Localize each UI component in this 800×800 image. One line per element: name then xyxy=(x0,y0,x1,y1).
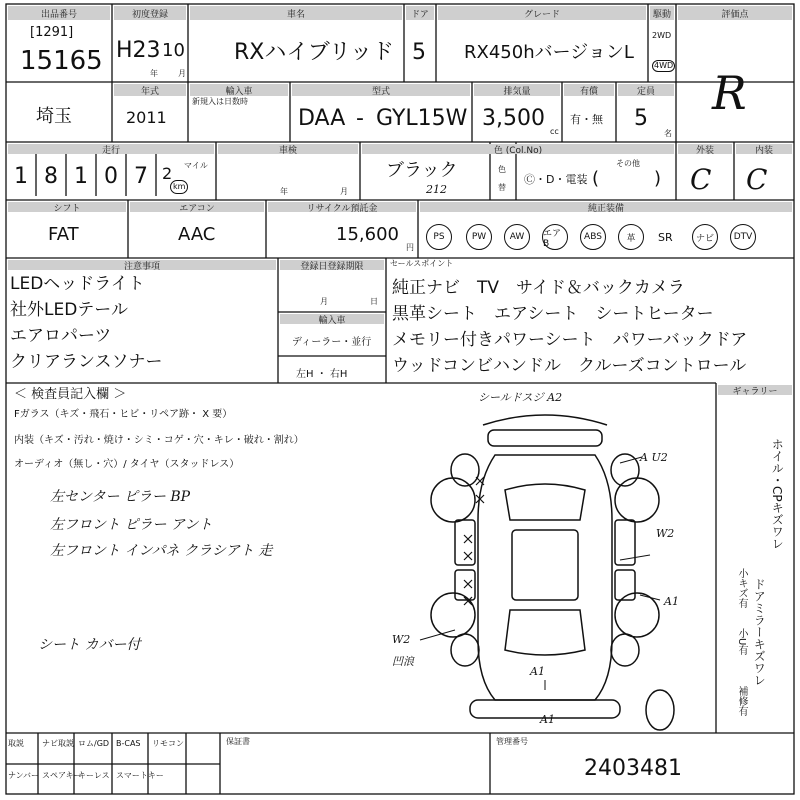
hand-note-3: 左フロント インパネ クラシアト 走 xyxy=(50,543,273,559)
color-paren-open: ( xyxy=(592,168,600,189)
mark-left-rear-2: 凹浪 xyxy=(392,655,414,668)
car-name-header: 車名 xyxy=(190,6,402,20)
hand-note-2: 左フロント ピラー アント xyxy=(50,517,213,533)
mileage-header: 走行 xyxy=(8,144,214,154)
note-wheel: ホイル・CPキズワレ xyxy=(770,438,785,550)
paid-header: 有償 xyxy=(564,84,614,96)
mile-unit: マイル xyxy=(184,161,208,170)
seats: 5 xyxy=(634,106,648,131)
equip-pw: PW xyxy=(466,224,492,250)
sales-point-1: 純正ナビ TV サイド＆バックカメラ xyxy=(392,278,685,298)
reg-date-header: 登録日登録期限 xyxy=(280,260,384,270)
mileage-digit-3: 1 xyxy=(74,164,88,189)
displacement: 3,500 xyxy=(482,106,545,131)
hand-note-1: 左センター ピラー BP xyxy=(50,489,191,505)
door-count: 5 xyxy=(412,40,426,65)
bottom-label-0: 取説 xyxy=(8,739,24,748)
cc-header: 排気量 xyxy=(474,84,560,96)
car-diagram xyxy=(420,415,674,730)
warranty-label: 保証書 xyxy=(226,737,250,746)
exterior-grade: C xyxy=(690,163,712,196)
equip-dtv: DTV xyxy=(730,224,756,250)
mark-front-right: A U2 xyxy=(640,451,668,464)
lot-number: 15165 xyxy=(20,46,103,76)
recycle-unit: 円 xyxy=(406,243,414,252)
feature-3: エアロパーツ xyxy=(10,326,112,346)
seats-header: 定員 xyxy=(618,84,674,96)
color-paren-close: ) xyxy=(654,168,662,189)
bottom-label-2: ロム/GD xyxy=(78,739,110,748)
sales-point-2: 黒革シート エアシート シートヒーター xyxy=(392,304,714,324)
grade: RX450hバージョンL xyxy=(464,42,634,63)
equip-aw: AW xyxy=(504,224,530,250)
equip-leather: 革 xyxy=(618,224,644,250)
reg-day: 日 xyxy=(370,297,378,306)
equip-airbag: エアB xyxy=(542,224,568,250)
color-label-1: 色 xyxy=(498,165,506,174)
doors-header: ドア xyxy=(406,6,434,20)
equip-navi: ナビ xyxy=(692,224,718,250)
lot-bracket: [1291] xyxy=(30,25,74,40)
equip-sr: SR xyxy=(658,231,673,244)
interior-header: 内装 xyxy=(736,144,792,154)
chassis-label: 管理番号 xyxy=(496,737,528,746)
bottom-label-6: スペアキー xyxy=(42,771,82,780)
mileage-digit-1: 1 xyxy=(14,164,28,189)
features-header: 注意事項 xyxy=(8,260,276,270)
drive-2wd: 2WD xyxy=(652,31,672,40)
color-other: その他 xyxy=(616,159,640,168)
sales-point-4: ウッドコンビハンドル クルーズコントロール xyxy=(392,356,747,376)
seats-unit: 名 xyxy=(664,129,672,138)
color-header: 色 (Col.No) xyxy=(362,144,674,154)
notes-header: ギャラリー xyxy=(718,385,792,395)
model-dash: - xyxy=(356,106,364,131)
drive-header: 駆動 xyxy=(650,6,674,20)
aircon: AAC xyxy=(178,224,216,245)
hand-note-4: シート カバー付 xyxy=(38,637,141,653)
note-small-1: 小キズ有 xyxy=(736,568,747,608)
mark-rear-center: A1 xyxy=(540,713,555,726)
model-header: 型式 xyxy=(292,84,470,96)
note-mirror: ドアミラーキズワレ xyxy=(752,578,767,686)
mileage-digit-2: 8 xyxy=(44,164,58,189)
mark-rear: A1 xyxy=(530,665,545,678)
equip-abs: ABS xyxy=(580,224,606,250)
lot-header: 出品番号 xyxy=(8,6,110,20)
inspection-month-unit: 月 xyxy=(340,187,348,196)
bottom-label-8: スマートキー xyxy=(116,771,164,780)
year-unit: 年 xyxy=(150,69,158,78)
model-code: GYL15W xyxy=(376,106,468,131)
drive-4wd: 4WD xyxy=(654,61,674,70)
mark-right-side: W2 xyxy=(656,527,675,540)
mark-top: シールドスジ A2 xyxy=(478,391,563,404)
reg-note: 新規入は日数時 xyxy=(192,97,248,106)
cc-unit: cc xyxy=(550,127,559,136)
color-options: Ⓒ・D・電装 xyxy=(524,173,588,186)
note-repair: 補修有 xyxy=(736,686,747,716)
model-year: 2011 xyxy=(126,108,167,127)
mark-left-rear: W2 xyxy=(392,633,411,646)
inspection-year-unit: 年 xyxy=(280,187,288,196)
reg-month: 月 xyxy=(320,297,328,306)
recycle-header: リサイクル預託金 xyxy=(268,202,416,212)
bottom-label-4: リモコン xyxy=(152,739,184,748)
first-reg-era: H23 xyxy=(116,38,161,63)
bottom-label-7: キーレス xyxy=(78,771,110,780)
note-small-2: 小U有 xyxy=(736,628,747,656)
import-header: 輸入車 xyxy=(190,84,288,96)
mileage-digit-4: 0 xyxy=(104,164,118,189)
mileage-digit-5: 7 xyxy=(134,164,148,189)
score-value: R xyxy=(712,66,747,120)
model-year-header: 年式 xyxy=(114,84,186,96)
model-prefix: DAA xyxy=(298,106,346,131)
shift-header: シフト xyxy=(8,202,126,212)
inspector-line-2: 内装（キズ・汚れ・焼け・シミ・コゲ・穴・キレ・破れ・割れ） xyxy=(14,435,304,446)
equipment-header: 純正装備 xyxy=(420,202,792,212)
exterior-header: 外装 xyxy=(678,144,732,154)
paid: 有・無 xyxy=(570,113,603,126)
inspector-title: ＜ 検査員記入欄 ＞ xyxy=(14,387,127,402)
km-unit: km xyxy=(170,180,188,194)
inspection-header: 車検 xyxy=(218,144,358,154)
grade-header: グレード xyxy=(438,6,646,20)
score-header: 評価点 xyxy=(678,6,792,20)
color-name: ブラック xyxy=(386,160,458,181)
steering: 左H ・ 右H xyxy=(296,369,348,380)
chassis-number: 2403481 xyxy=(584,756,682,781)
month-unit: 月 xyxy=(178,69,186,78)
mileage-digit-6: 2 xyxy=(162,164,173,183)
import-dealer: ディーラー・並行 xyxy=(292,337,372,348)
car-name: RXハイブリッド xyxy=(234,40,394,65)
bottom-label-5: ナンバー xyxy=(8,771,40,780)
bottom-label-3: B-CAS xyxy=(116,739,141,748)
recycle-fee: 15,600 xyxy=(336,224,399,245)
interior-grade: C xyxy=(746,163,768,196)
region: 埼玉 xyxy=(36,106,72,127)
inspector-line-3: オーディオ（無し・穴）/ タイヤ（スタッドレス） xyxy=(14,459,240,470)
mark-right-rear: A1 xyxy=(664,595,679,608)
color-label-2: 替 xyxy=(498,183,506,192)
sales-points-header: セールスポイント xyxy=(390,259,454,268)
feature-1: LEDヘッドライト xyxy=(10,274,145,294)
sales-point-3: メモリー付きパワーシート パワーバックドア xyxy=(392,330,748,350)
import-label: 輸入車 xyxy=(280,314,384,324)
shift: FAT xyxy=(48,224,79,245)
inspector-line-1: Fガラス（キズ・飛石・ヒビ・リペア跡・ X 要） xyxy=(14,409,233,420)
aircon-header: エアコン xyxy=(130,202,264,212)
color-code: 212 xyxy=(426,183,447,196)
feature-4: クリアランスソナー xyxy=(10,352,163,372)
first-reg-header: 初度登録 xyxy=(114,6,186,20)
equip-ps: PS xyxy=(426,224,452,250)
bottom-label-1: ナビ取説 xyxy=(42,739,74,748)
first-reg-month: 10 xyxy=(162,40,185,61)
feature-2: 社外LEDテール xyxy=(10,300,128,320)
